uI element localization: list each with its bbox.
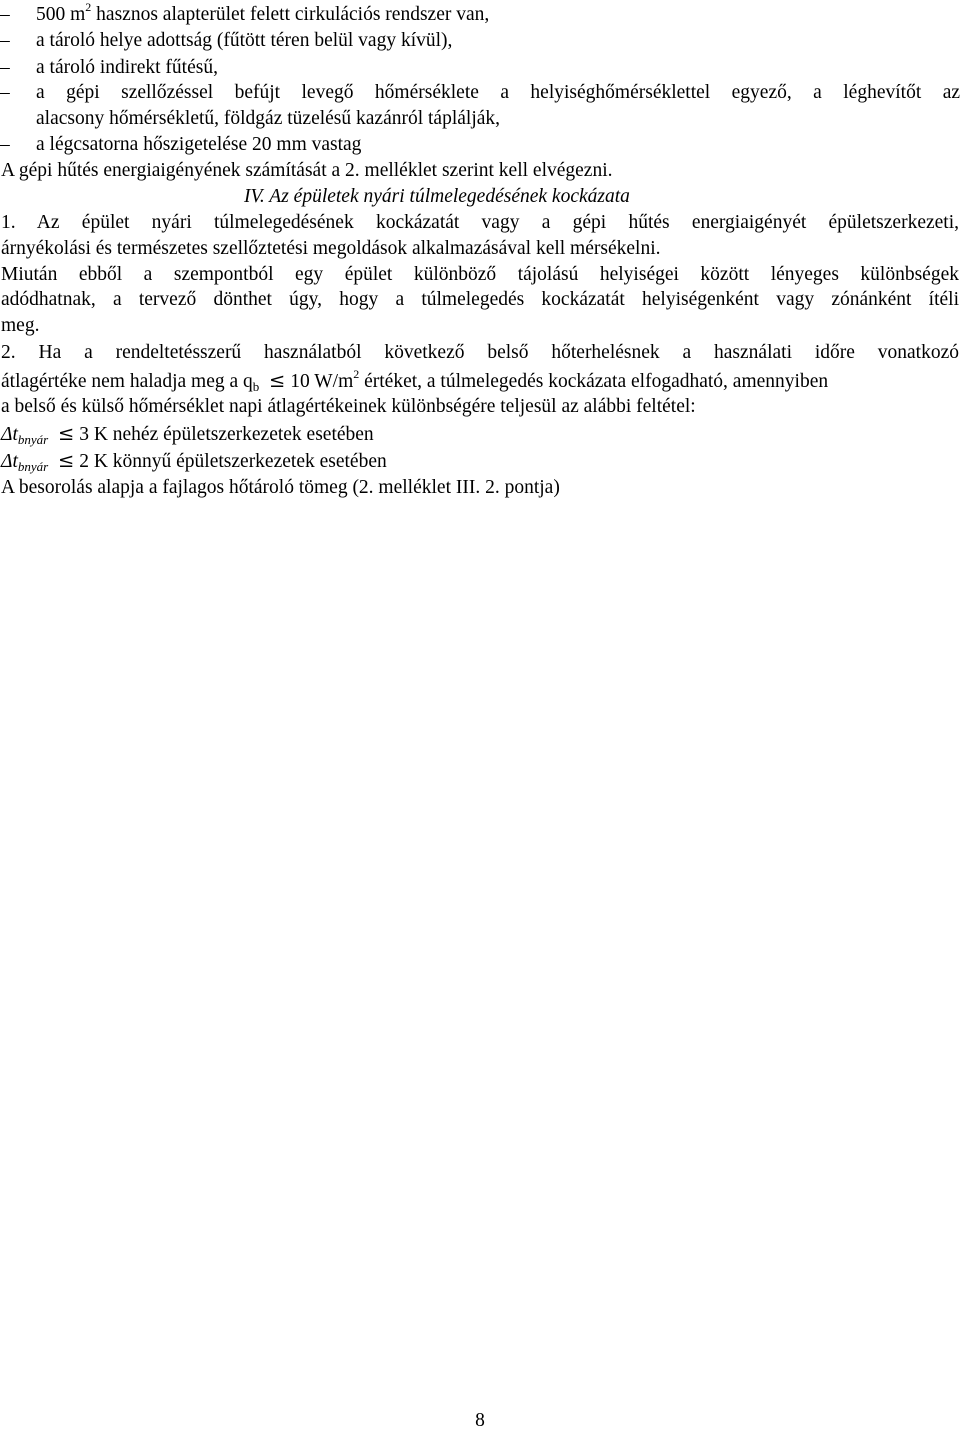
page-number: 8 [475,1410,485,1431]
subscript: b [252,379,260,394]
delta-t-symbol: Δt [1,424,18,445]
cooling-sentence: A gépi hűtés energiaigényének számítását a 2. melléklet szerint kell elvégezni. [1,160,613,181]
subscript: bnyár [17,432,49,447]
paragraph-line: adódhatnak, a tervező dönthet úgy, hogy a túlmelegedés kockázatát helyiségenként vagy zónánként ítéli [1,289,959,310]
dash-bullet-icon: – [0,57,10,78]
less-equal-icon: ≤ [269,369,286,392]
paragraph-line: 2. Ha a rendeltetésszerű használatból következő belső hőterhelésnek a használati időre vonatkozó [1,342,959,363]
paragraph-line: árnyékolási és természetes szellőztetési megoldások alkalmazásával kell mérsékelni. [1,238,661,259]
dash-bullet-icon: – [0,30,10,51]
paragraph-line: a belső és külső hőmérséklet napi átlagértékeinek különbségére teljesül az alábbi feltétel: [1,396,696,417]
paragraph-line: 1. Az épület nyári túlmelegedésének kockázatát vagy a gépi hűtés energiaigényét épületszerkezeti, [1,212,959,233]
bullet-text: a tároló indirekt fűtésű, [36,57,218,78]
paragraph-line: meg. [1,315,40,336]
classification-sentence: A besorolás alapja a fajlagos hőtároló tömeg (2. melléklet III. 2. pontja) [1,477,560,498]
bullet-text: hasznos alapterület felett cirkulációs rendszer van, [91,4,490,25]
bullet-text: a tároló helye adottság (fűtött téren belül vagy kívül), [36,30,453,51]
dash-bullet-icon: – [0,4,10,25]
condition-light [1,448,387,475]
delta-t-symbol: Δt [1,451,18,472]
bullet-text: 500 m [36,4,86,25]
paragraph-line-with-formula: átlagértéke nem haladja meg a $q_b \le 10$ $W/m^2$ értéket, a túlmelegedés kockázata elfogadható, amennyiben [1,367,829,394]
condition-text: 3 K nehéz épületszerkezetek esetében [74,424,374,445]
bullet-text: a légcsatorna hőszigetelése 20 mm vastag [36,134,362,155]
condition-heavy [1,421,374,448]
less-equal-icon: ≤ [57,422,75,445]
dash-bullet-icon: – [0,134,10,155]
condition-text: 2 K könnyű épületszerkezetek esetében [74,451,387,472]
section-heading: IV. Az épületek nyári túlmelegedésének kockázata [244,186,630,207]
bullet-continuation: alacsony hőmérsékletű, földgáz tüzelésű kazánról táplálják, [36,108,501,129]
superscript: 2 [353,367,360,381]
bullet-text: a gépi szellőzéssel befújt levegő hőmérséklete a helyiséghőmérséklettel egyező, a léghevítőt az [36,82,960,103]
superscript: 2 [85,0,92,14]
subscript: bnyár [17,459,49,474]
less-equal-icon: ≤ [57,449,75,472]
paragraph-line: Miután ebből a szempontból egy épület különböző tájolású helyiségei között lényeges különbségek [1,264,959,285]
dash-bullet-icon: – [0,82,10,103]
